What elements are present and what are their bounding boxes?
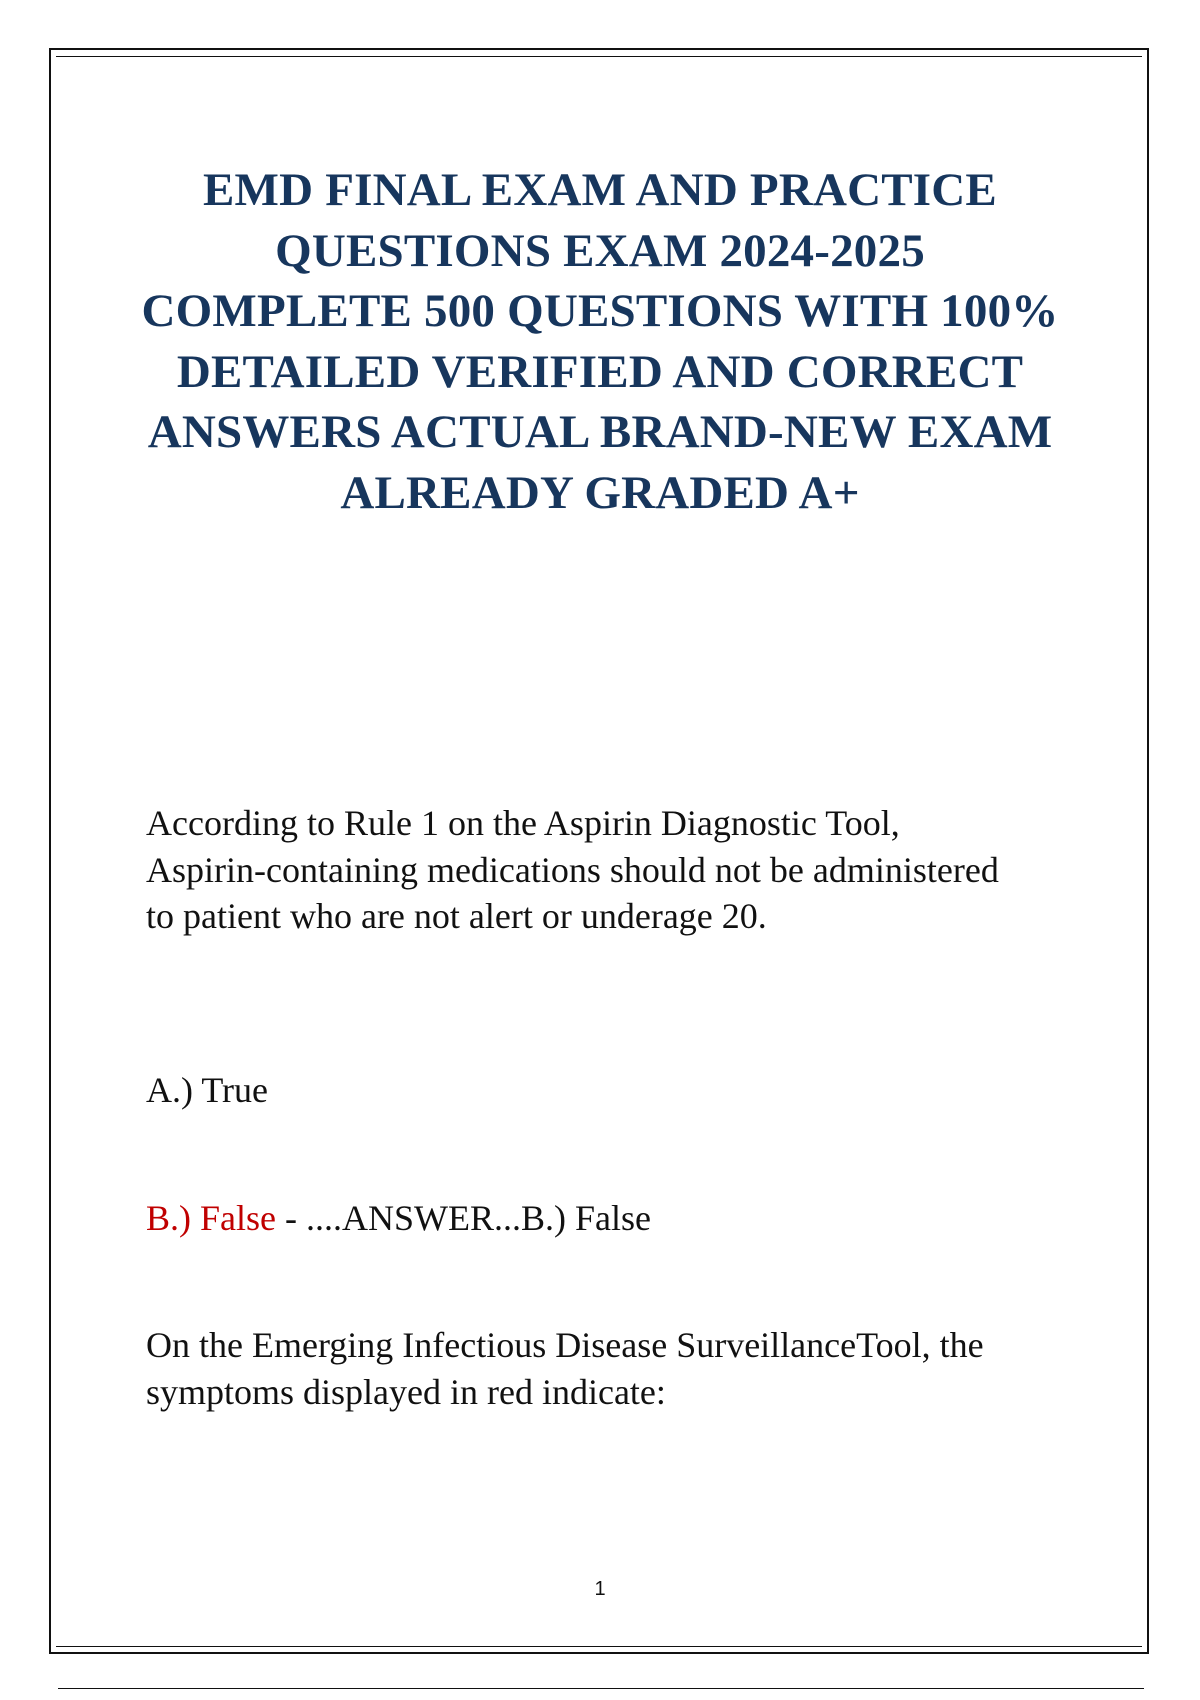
question-1-option-b: B.) False	[146, 1198, 276, 1238]
question-2-text: On the Emerging Infectious Disease SurveillanceTool, the symptoms displayed in red indicate:	[146, 1325, 984, 1412]
question-1-option-a: A.) True	[146, 1070, 269, 1110]
document-title: EMD FINAL EXAM AND PRACTICE QUESTIONS EXAM 2024-2025 COMPLETE 500 QUESTIONS WITH 100% DETAILED VERIFIED AND CORRECT ANSWERS ACTUAL BRAND-NEW EXAM ALREADY GRADED A+	[141, 164, 1059, 519]
bottom-rule	[58, 1688, 1144, 1689]
page-number: 1	[594, 1578, 606, 1600]
question-1-text: According to Rule 1 on the Aspirin Diagnostic Tool, Aspirin-containing medications should not be administered to patient who are not alert or underage 20.	[146, 803, 999, 936]
question-1-answer: - ....ANSWER...B.) False	[276, 1198, 651, 1238]
question-1-option-b-line	[146, 1195, 1006, 1242]
